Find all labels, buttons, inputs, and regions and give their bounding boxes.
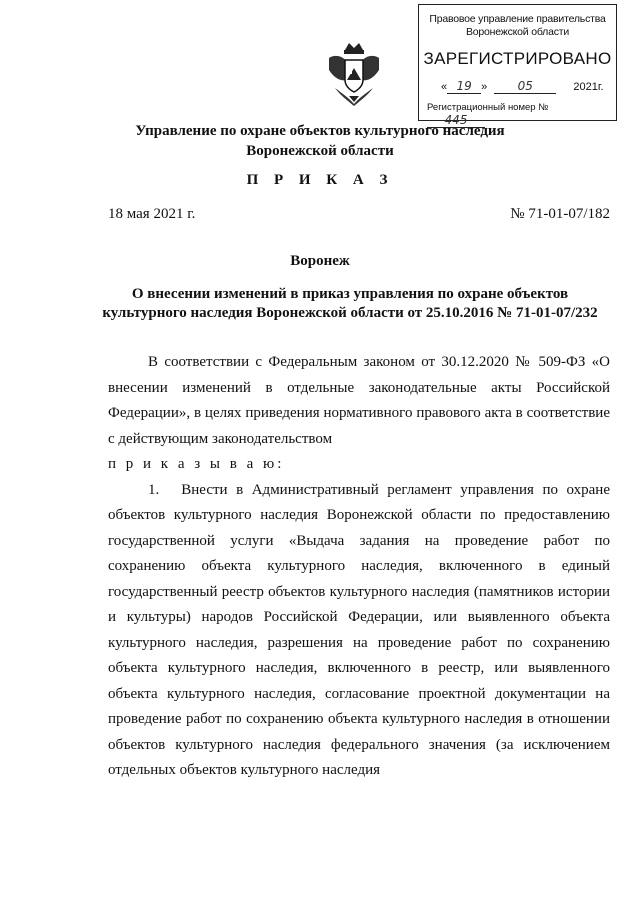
document-type: П Р И К А З — [246, 172, 394, 188]
stamp-day: 19 — [447, 79, 481, 94]
document-city: Воронеж — [290, 253, 350, 269]
organization-name-line2: Воронежской области — [246, 143, 394, 159]
stamp-registered: ЗАРЕГИСТРИРОВАНО — [423, 49, 612, 68]
document-date: 18 мая 2021 г. — [108, 206, 196, 222]
organization-name — [60, 121, 580, 161]
stamp-month: 05 — [494, 79, 556, 94]
document-subject — [80, 285, 620, 323]
item-1-paragraph — [108, 478, 610, 784]
item-1-text: Внести в Административный регламент управления по охране объектов культурного наследия Воронежской области по предоставлению государственной услуги «Выдача задания на проведение работ по сохранению объекта культурного наследия, включенного в единый государственный реестр объектов культурного наследия (памятников истории и культуры) народов Российской Федерации, или выявленного объекта культурного наследия, разрешения на проведение работ по сохранению объекта культурного наследия, включенного в реестр, или выявленного объекта культурного наследия, согласование проектной документации на проведение работ по сохранению объекта культурного наследия в отношении объектов культурного наследия федерального значения (за исключением отдельных объектов культурного наследия — [108, 481, 610, 778]
stamp-number-label: Регистрационный номер № — [427, 102, 549, 113]
stamp-year: 2021г. — [573, 81, 604, 93]
voronezh-coat-of-arms-icon — [325, 40, 383, 108]
stamp-org-line2: Воронежской области — [465, 26, 570, 38]
organization-name-line1: Управление по охране объектов культурного наследия — [135, 123, 505, 139]
subject-line1: О внесении изменений в приказ управления по охране объектов — [131, 286, 569, 302]
order-word: п р и к а з ы в а ю: — [108, 456, 285, 472]
document-body — [108, 350, 610, 784]
stamp-org-line1: Правовое управление правительства — [429, 13, 606, 25]
document-number: № 71-01-07/182 — [510, 206, 610, 222]
subject-line2: культурного наследия Воронежской области от 25.10.2016 № 71-01-07/232 — [102, 305, 598, 321]
preamble-paragraph: В соответствии с Федеральным законом от 30.12.2020 № 509-ФЗ «О внесении изменений в отдельные законодательные акты Российской Федерации», в целях приведения нормативного правового акта в соответствие с действующим законодательством — [108, 354, 610, 447]
registration-stamp — [418, 4, 617, 127]
stamp-number: 445 — [427, 113, 485, 128]
stamp-date-row: « 19 » 05 2021г. — [441, 79, 604, 93]
item-1-number: 1. — [148, 481, 160, 498]
